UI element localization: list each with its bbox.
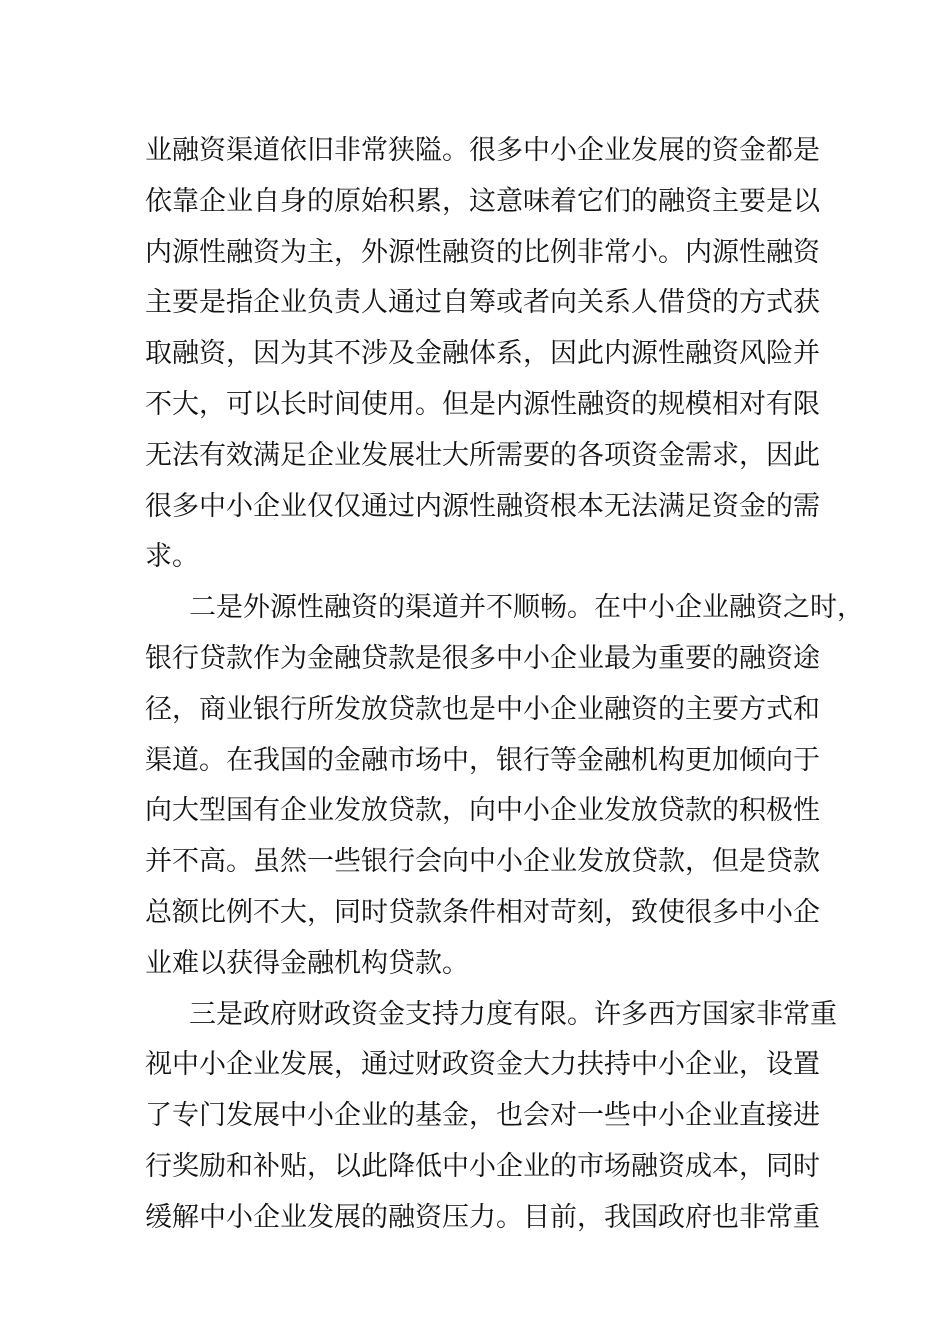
text-line: 依靠企业自身的原始积累，这意味着它们的融资主要是以 [145,185,820,217]
text-line: 行奖励和补贴，以此降低中小企业的市场融资成本，同时 [145,1150,820,1182]
paragraph-2 [145,583,864,989]
text-line: 业难以获得金融机构贷款。 [145,947,469,979]
text-line: 内源性融资为主，外源性融资的比例非常小。内源性融资 [145,236,820,268]
text-line: 很多中小企业仅仅通过内源性融资根本无法满足资金的需 [145,490,820,522]
text-line: 求。 [145,541,199,573]
text-line: 业融资渠道依旧非常狭隘。很多中小企业发展的资金都是 [145,135,820,166]
text-line: 不大，可以长时间使用。但是内源性融资的规模相对有限 [145,388,820,420]
text-line: 了专门发展中小企业的基金，也会对一些中小企业直接进 [145,1100,820,1132]
text-line: 缓解中小企业发展的融资压力。目前，我国政府也非常重 [145,1201,820,1233]
text-line: 渠道。在我国的金融市场中，银行等金融机构更加倾向于 [145,744,820,776]
paragraph-1 [145,126,820,583]
text-line: 无法有效满足企业发展壮大所需要的各项资金需求，因此 [145,439,820,471]
text-line: 三是政府财政资金支持力度有限。许多西方国家非常重 [189,998,837,1030]
text-line: 并不高。虽然一些银行会向中小企业发放贷款，但是贷款 [145,846,820,878]
text-line: 取融资，因为其不涉及金融体系，因此内源性融资风险并 [145,338,820,370]
text-line: 总额比例不大，同时贷款条件相对苛刻，致使很多中小企 [145,896,820,928]
text-line: 银行贷款作为金融贷款是很多中小企业最为重要的融资途 [145,642,820,674]
text-line: 主要是指企业负责人通过自筹或者向关系人借贷的方式获 [145,287,820,319]
text-line: 径，商业银行所发放贷款也是中小企业融资的主要方式和 [145,693,820,725]
paragraph-3 [145,990,837,1244]
text-line: 视中小企业发展，通过财政资金大力扶持中小企业，设置 [145,1049,820,1081]
body-text [145,126,864,1244]
text-line: 向大型国有企业发放贷款，向中小企业发放贷款的积极性 [145,795,820,827]
text-line: 二是外源性融资的渠道并不顺畅。在中小企业融资之时， [189,592,864,624]
